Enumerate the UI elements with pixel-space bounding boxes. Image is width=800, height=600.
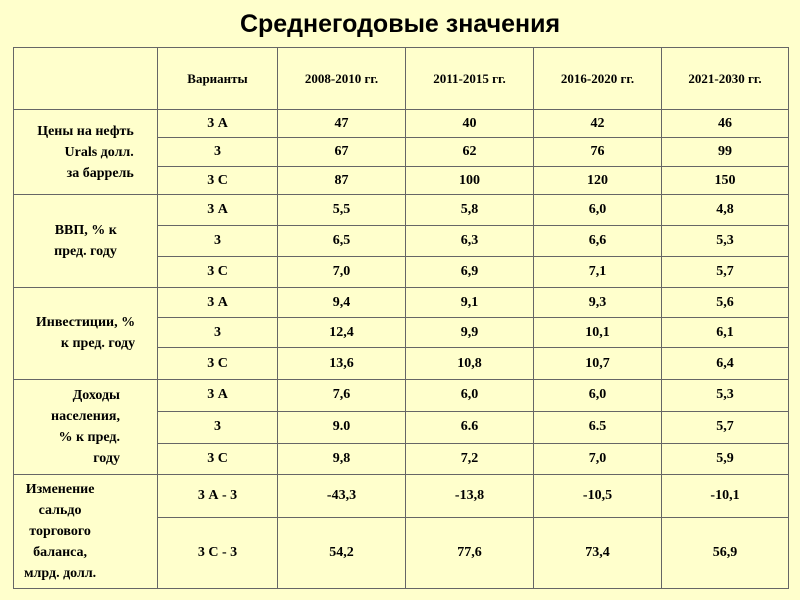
- value-cell: 40: [406, 110, 534, 138]
- value-cell: 5,6: [662, 288, 789, 318]
- value-cell: 7,0: [534, 443, 662, 474]
- indicator-label: [24, 479, 96, 584]
- value-cell: 9,8: [278, 443, 406, 474]
- variant-cell: 3 С: [158, 167, 278, 195]
- indicator-line: пред. году: [54, 244, 117, 260]
- value-cell: 9,3: [534, 288, 662, 318]
- indicator-cell: [14, 288, 158, 379]
- indicator-line: Urals долл.: [64, 144, 134, 160]
- indicator-line: Доходы: [72, 387, 120, 403]
- header-row: [14, 48, 789, 110]
- value-cell: 5,7: [662, 257, 789, 288]
- value-cell: 47: [278, 110, 406, 138]
- indicator-line: к пред. году: [60, 336, 136, 352]
- indicator-line: населения,: [51, 408, 120, 424]
- value-cell: 6,3: [406, 226, 534, 257]
- variant-cell: 3 А: [158, 110, 278, 138]
- value-cell: 6,6: [534, 226, 662, 257]
- indicator-line: Изменение: [25, 481, 95, 497]
- indicator-label: [37, 121, 134, 184]
- header-variants: Варианты: [158, 48, 278, 110]
- indicator-line: Инвестиции, %: [35, 315, 136, 331]
- value-cell: 56,9: [662, 518, 789, 589]
- value-cell: 7,2: [406, 443, 534, 474]
- indicator-line: сальдо: [38, 502, 82, 518]
- value-cell: 100: [406, 167, 534, 195]
- value-cell: 5,8: [406, 195, 534, 226]
- indicator-cell: [14, 195, 158, 288]
- table-row: [14, 474, 789, 517]
- value-cell: 6,0: [406, 379, 534, 411]
- table-row: [14, 379, 789, 411]
- value-cell: 6.5: [534, 411, 662, 443]
- value-cell: 5,7: [662, 411, 789, 443]
- indicator-line: ВВП, % к: [54, 223, 117, 239]
- value-cell: 6,9: [406, 257, 534, 288]
- indicator-label: [54, 220, 117, 262]
- value-cell: 5,3: [662, 379, 789, 411]
- header-period: 2016-2020 гг.: [534, 48, 662, 110]
- value-cell: 9,9: [406, 318, 534, 348]
- value-cell: 77,6: [406, 518, 534, 589]
- value-cell: 46: [662, 110, 789, 138]
- value-cell: -43,3: [278, 474, 406, 517]
- indicator-cell: [14, 474, 158, 588]
- value-cell: -10,1: [662, 474, 789, 517]
- header-empty-cell: [14, 48, 158, 110]
- value-cell: 7,0: [278, 257, 406, 288]
- indicator-label: [51, 385, 120, 469]
- value-cell: 10,8: [406, 348, 534, 379]
- value-cell: 5,9: [662, 443, 789, 474]
- variant-cell: 3 С: [158, 257, 278, 288]
- variant-cell: 3 А: [158, 379, 278, 411]
- page-title: Среднегодовые значения: [239, 10, 561, 38]
- value-cell: 150: [662, 167, 789, 195]
- value-cell: 6,0: [534, 195, 662, 226]
- value-cell: 6,0: [534, 379, 662, 411]
- indicator-line: за баррель: [66, 165, 134, 181]
- value-cell: -10,5: [534, 474, 662, 517]
- value-cell: 54,2: [278, 518, 406, 589]
- value-cell: 5,5: [278, 195, 406, 226]
- variant-cell: 3 А - 3: [158, 474, 278, 517]
- value-cell: 6,5: [278, 226, 406, 257]
- value-cell: 76: [534, 138, 662, 167]
- indicator-cell: [14, 110, 158, 195]
- data-table: [13, 47, 789, 589]
- value-cell: 7,6: [278, 379, 406, 411]
- value-cell: 7,1: [534, 257, 662, 288]
- value-cell: 120: [534, 167, 662, 195]
- value-cell: 10,7: [534, 348, 662, 379]
- variant-cell: 3 А: [158, 195, 278, 226]
- variant-cell: 3: [158, 318, 278, 348]
- value-cell: 42: [534, 110, 662, 138]
- value-cell: 13,6: [278, 348, 406, 379]
- value-cell: 62: [406, 138, 534, 167]
- value-cell: 73,4: [534, 518, 662, 589]
- value-cell: 12,4: [278, 318, 406, 348]
- variant-cell: 3: [158, 226, 278, 257]
- value-cell: 9,1: [406, 288, 534, 318]
- indicator-line: году: [93, 450, 120, 466]
- header-period: 2008-2010 гг.: [278, 48, 406, 110]
- value-cell: 67: [278, 138, 406, 167]
- value-cell: 9,4: [278, 288, 406, 318]
- variant-cell: 3: [158, 138, 278, 167]
- value-cell: 99: [662, 138, 789, 167]
- value-cell: 4,8: [662, 195, 789, 226]
- indicator-line: % к пред.: [58, 429, 120, 445]
- value-cell: 6,1: [662, 318, 789, 348]
- table-row: [14, 288, 789, 318]
- variant-cell: 3: [158, 411, 278, 443]
- indicator-line: торгового: [29, 523, 91, 539]
- indicator-line: Цены на нефть: [37, 123, 134, 139]
- indicator-line: млрд. долл.: [24, 565, 97, 581]
- value-cell: 87: [278, 167, 406, 195]
- header-period: 2021-2030 гг.: [662, 48, 789, 110]
- variant-cell: 3 С: [158, 348, 278, 379]
- variant-cell: 3 А: [158, 288, 278, 318]
- value-cell: 10,1: [534, 318, 662, 348]
- value-cell: -13,8: [406, 474, 534, 517]
- header-period: 2011-2015 гг.: [406, 48, 534, 110]
- value-cell: 6.6: [406, 411, 534, 443]
- value-cell: 9.0: [278, 411, 406, 443]
- indicator-cell: [14, 379, 158, 474]
- table-row: [14, 110, 789, 138]
- indicator-line: баланса,: [33, 544, 88, 560]
- variant-cell: 3 С - 3: [158, 518, 278, 589]
- variant-cell: 3 С: [158, 443, 278, 474]
- indicator-label: [36, 312, 135, 354]
- table-row: [14, 195, 789, 226]
- value-cell: 6,4: [662, 348, 789, 379]
- value-cell: 5,3: [662, 226, 789, 257]
